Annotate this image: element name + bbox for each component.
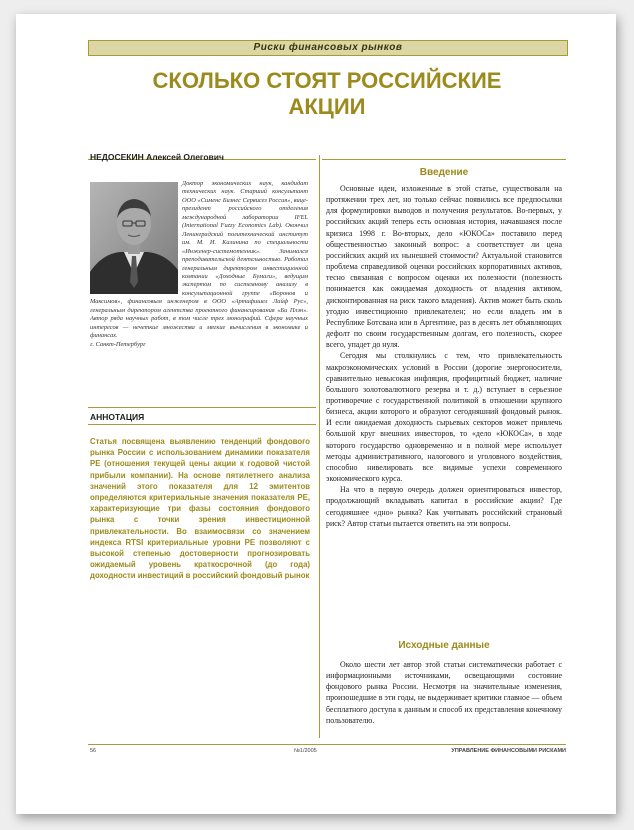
annotation-rule-bottom [88,424,316,425]
author-bio [90,180,308,349]
column-divider [319,155,320,738]
footer-page-number: 56 [90,748,97,754]
annotation-rule [88,407,316,408]
footer-issue: №1/2005 [294,748,317,754]
intro-paragraph-1: Основные идеи, изложенные в этой статье, существовали на протяжении трех лет, но только сейчас появились все предпосылки для формулировки выводов и получения результатов. Во-первых, у российских акций теперь есть основная история, начавшаяся после кризиса 1998 г. Во-вторых, дело «ЮКОСа» поставило перед общественностью законный вопрос: а соответствует ли цена российских акций их нынешней стоимости? Актуальной становится проблема справедливой оценки российских корпоративных активов, тесно связанная с вопросом оценки их полезности (полезность понимается как ожидаемая доходность от владения активом, дисконтированная на риск такого владения). Актив может быть сколь угодно инвестиционно привлекателен; но если владеть им в Республике Ботсвана или в Аргентине, раз в десять лет объявляющих дефолт по своим государственным долгам, его полезность, скорее всего, упадет до нуля. [326,184,562,350]
journal-page [16,14,616,814]
article-title-line-1: СКОЛЬКО СТОЯТ РОССИЙСКИЕ [152,68,502,93]
footer-rule [88,744,566,745]
source-heading: Исходные данные [398,640,490,651]
article-title-line-2: АКЦИИ [288,94,366,119]
annotation-text: Статья посвящена выявлению тенденций фондового рынка России с использованием динамики показателя PE (отношения текущей цены акции к годовой чистой прибыли компании). На основе пятилетнего анализа значений этого показателя для 12 эмитентов определяются критериальные значения показателя PE, характеризующие три фазы состояния фондового рынка с точки зрения инвестиционной привлекательности. Во взаимосвязи со значением индекса RTSI критериальные уровни PE позволяют с высокой степенью достоверности прогнозировать ожидаемый уровень краткосрочной (до года) доходности инвестиций в российский фондовый рынок [90,437,310,581]
annotation-heading: АННОТАЦИЯ [90,412,145,422]
author-name: НЕДОСЕКИН Алексей Олегович [90,152,224,162]
author-bio-text: Доктор экономических наук, кандидат технических наук. Старший консультант ООО «Сименс Бизнес Сервисез Россия», вице-президент российского отделения международной лаборатории IFEL (International Fuzzy Economics Lab). Окончил Ленинградский политехнический институт им. М. И. Калинина по специальности «Инженер-системотехник». Занимался преподавательской деятельностью. Работал генеральным директором инвестиционной компании «Доходные Бумаги», ведущим экспертом по системному анализу в консультационной группе «Воронов и Максимов», финансовым инженером в ООО «Артифишел Лайф Рус», генеральным директором агентства проектного финансирования «Би Плэн». Автор ряда научных работ, в том числе трех монографий. Сфера научных интересов — нечеткие множества и мягкие вычисления в экономике и финансах. [90,180,308,340]
intro-paragraph-2: Сегодня мы столкнулись с тем, что привлекательность макроэкономических условий в России (дорогие энергоносители, сравнительно невысокая инфляция, профицитный бюджет, наличие большого золотовалютного резерва и т. д.) вступает в серьезное противоречие с государственной политикой в отношении крупного бизнеса, акции которого и образуют сегодняшний фондовый рынок. И если ожидаемая доходность сырьевых секторов может привлечь большой круг внешних инвесторов, то «дело «ЮКОСа», в ходе которого государство одновременно и в полной мере использует методы административного, налогового и уголовного воздействия, способно нивелировать все видимые успехи современного экономического курса. [326,351,562,484]
section-rubric: Риски финансовых рынков [88,40,568,56]
intro-heading: Введение [419,167,469,178]
source-paragraph-1: Около шести лет автор этой статьи систематически работает с информационными источниками, освещающими состояние фондового рынка России. Несмотря на значительные изменения, произошедшие в эти годы, не выдерживает критики главное — объем бесплатного доступа к данным и способ их представления конечному пользователю. [326,660,562,725]
intro-paragraph-3: На что в первую очередь должен ориентироваться инвестор, продолжающий вкладывать капитал в российские акции? Где сегодняшнее «дно» рынка? Как учитывать российский страновый риск? Автор статьи пытается ответить на эти вопросы. [326,485,562,528]
intro-body [326,183,562,529]
footer-journal: УПРАВЛЕНИЕ ФИНАНСОВЫМИ РИСКАМИ [451,748,566,754]
article-title [88,68,566,120]
source-body [326,659,562,726]
author-city: г. Санкт-Петербург [90,340,146,348]
right-rule [322,159,566,160]
